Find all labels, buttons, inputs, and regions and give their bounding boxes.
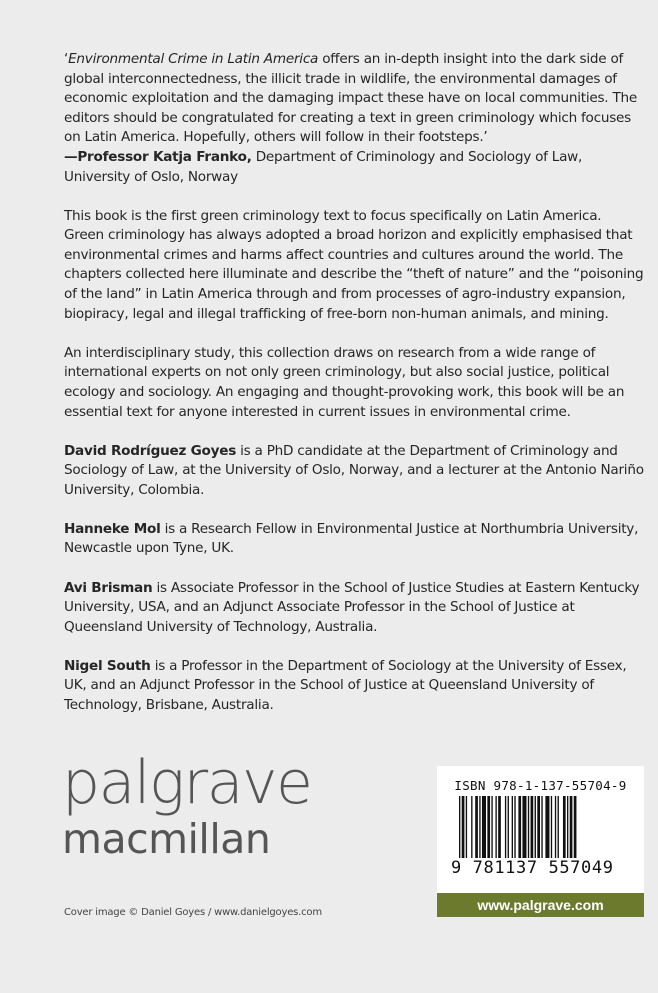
isbn-barcode	[437, 766, 644, 893]
editor-bio	[64, 657, 644, 716]
publisher-logo	[62, 748, 312, 863]
barcode-icon	[459, 796, 625, 858]
editor-name: Hanneke Mol	[64, 520, 161, 537]
editor-bio-text: is a Professor in the Department of Sociology at the University of Essex, UK, and an Adjunct Professor in the School of Justice at Queensland University of Technology, Brisbane, Australia.	[64, 657, 627, 714]
editor-bio	[64, 442, 644, 501]
back-cover-text	[64, 50, 644, 735]
logo-macmillan: macmillan	[62, 815, 271, 863]
quote-attribution	[64, 149, 582, 185]
editor-bio	[64, 579, 644, 638]
editor-name: Nigel South	[64, 657, 151, 674]
barcode-digits: 9 781137 557049	[451, 858, 614, 878]
editor-bio-text: is a PhD candidate at the Department of Criminology and Sociology of Law, at the University of Oslo, Norway, and a lecturer at the Antonio Nariño University, Colombia.	[64, 442, 644, 498]
editor-bio-text: is a Research Fellow in Environmental Justice at Northumbria University, Newcastle upon Tyne, UK.	[64, 520, 639, 557]
quote-open-mark: ‘	[64, 51, 69, 67]
attribution-affiliation: Department of Criminology and Sociology of Law, University of Oslo, Norway	[64, 148, 583, 185]
description-paragraph: This book is the first green criminology text to focus specifically on Latin America. Green criminology has always adopted a broad horizon and explicitly emphasised that environmental crimes and harms affect countries and cultures around the world. The chapters collected here illuminate and describe the “theft of nature” and the “poisoning of the land” in Latin America through and from processes of agro-industry expansion, biopiracy, legal and illegal trafficking of free-born non-human animals, and mining.	[64, 207, 644, 322]
cover-image-credit: Cover image © Daniel Goyes / www.danielgoyes.com	[64, 907, 322, 918]
attribution-name: —Professor Katja Franko,	[64, 148, 252, 165]
editor-bio	[64, 520, 644, 559]
editor-bio-text: is Associate Professor in the School of Justice Studies at Eastern Kentucky University, USA, and an Adjunct Associate Professor in the School of Justice at Queensland University of Technology, Australia.	[64, 579, 640, 635]
endorsement-quote	[64, 50, 644, 187]
isbn-label: ISBN 978-1-137-55704-9	[454, 778, 627, 793]
editor-name: Avi Brisman	[64, 579, 153, 596]
quote-book-title: Environmental Crime in Latin America	[68, 51, 319, 67]
quote-body: offers an in-depth insight into the dark side of global interconnectedness, the illicit trade in wildlife, the environmental damages of economic exploitation and the damaging impact these have on local communities. The editors should be congratulated for creating a text in green criminology which focuses on Latin America. Hopefully, others will follow in their footsteps.’	[64, 51, 637, 146]
editor-name: David Rodríguez Goyes	[64, 442, 237, 459]
publisher-url[interactable]: www.palgrave.com	[437, 893, 644, 917]
description-paragraph: An interdisciplinary study, this collection draws on research from a wide range of international experts on not only green criminology, but also social justice, political ecology and sociology. An engaging and thought-provoking work, this book will be an essential text for anyone interested in current issues in environmental crime.	[64, 344, 625, 420]
logo-palgrave: palgrave	[62, 748, 312, 818]
